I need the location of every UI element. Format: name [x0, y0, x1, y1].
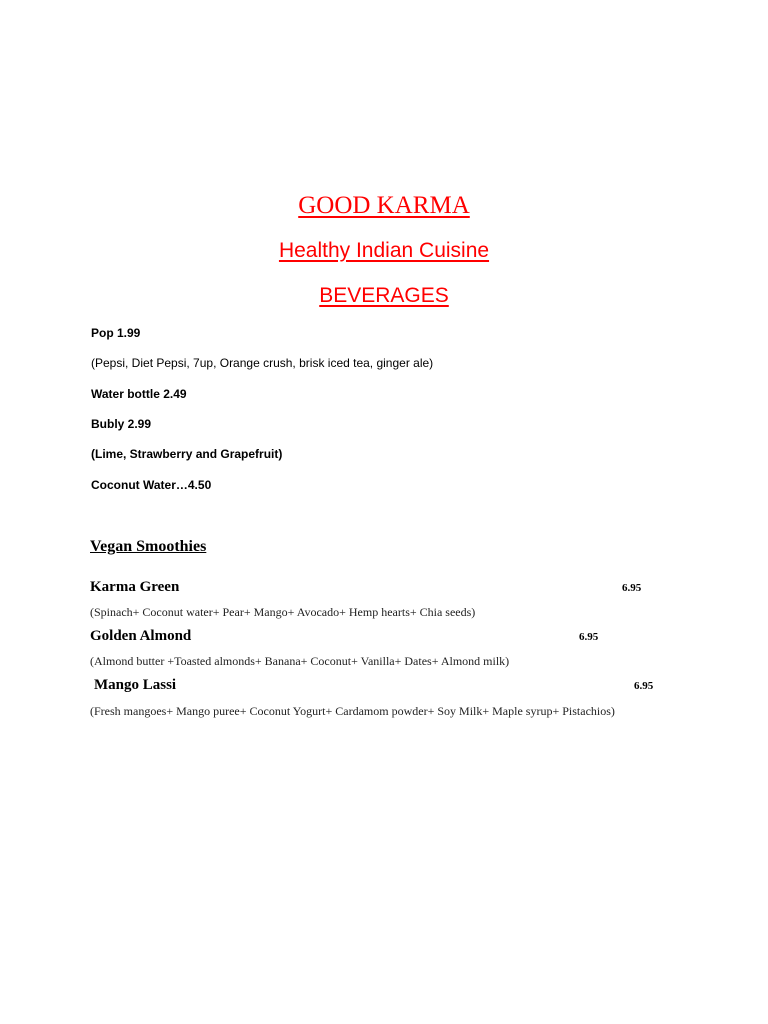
smoothie-mango-lassi-price: 6.95: [634, 680, 654, 692]
smoothie-mango-lassi-description: (Fresh mangoes+ Mango puree+ Coconut Yogurt+ Cardamom powder+ Soy Milk+ Maple syrup+ Pistachios): [90, 704, 615, 718]
beverage-pop-options: (Pepsi, Diet Pepsi, 7up, Orange crush, brisk iced tea, ginger ale): [91, 356, 434, 370]
beverage-bubly-flavors: (Lime, Strawberry and Grapefruit): [91, 447, 283, 461]
beverages-section-title: BEVERAGES: [319, 284, 449, 307]
smoothie-golden-almond-description: (Almond butter +Toasted almonds+ Banana+ Coconut+ Vanilla+ Dates+ Almond milk): [90, 654, 510, 668]
beverage-water-bottle: Water bottle 2.49: [91, 387, 187, 401]
beverage-bubly: Bubly 2.99: [91, 417, 152, 431]
beverage-pop: Pop 1.99: [91, 326, 141, 340]
smoothie-karma-green-name: Karma Green: [90, 579, 180, 595]
smoothie-karma-green-description: (Spinach+ Coconut water+ Pear+ Mango+ Avocado+ Hemp hearts+ Chia seeds): [90, 605, 476, 619]
smoothie-karma-green-price: 6.95: [622, 582, 642, 594]
restaurant-tagline: Healthy Indian Cuisine: [278, 239, 490, 262]
smoothie-golden-almond-name: Golden Almond: [90, 628, 192, 644]
smoothie-mango-lassi-name: Mango Lassi: [94, 677, 177, 693]
restaurant-name: GOOD KARMA: [298, 192, 470, 219]
beverage-coconut-water: Coconut Water…4.50: [91, 478, 212, 492]
smoothie-golden-almond-price: 6.95: [579, 631, 599, 643]
smoothies-heading: Vegan Smoothies: [90, 538, 207, 555]
